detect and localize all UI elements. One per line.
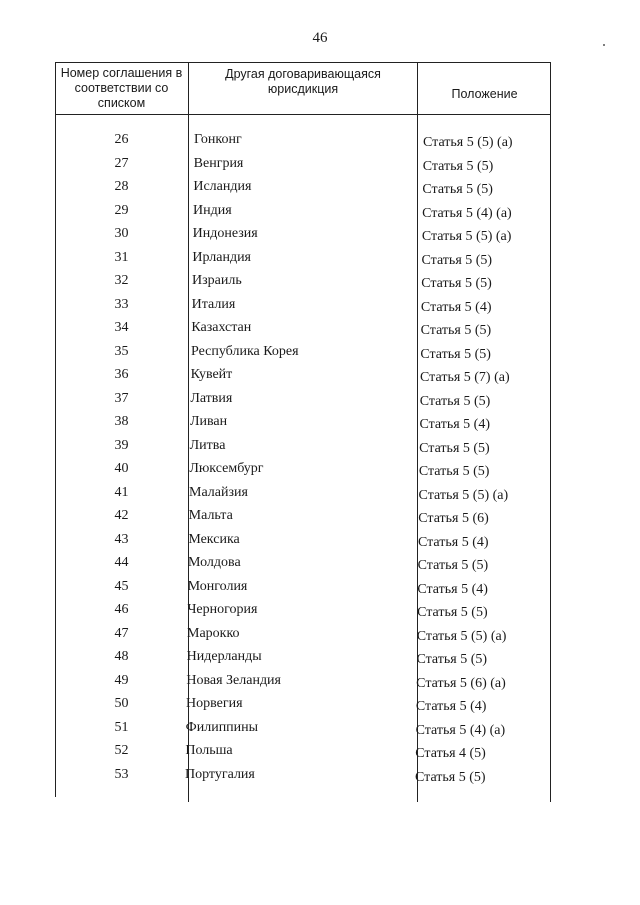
- cell-agreement-number: 53: [114, 766, 129, 782]
- cell-agreement-number: 52: [114, 743, 129, 758]
- cell-provision: Статья 5 (5): [417, 558, 489, 573]
- cell-agreement-number: 29: [114, 202, 129, 218]
- cell-provision: Статья 5 (6) (a): [416, 675, 506, 691]
- cell-jurisdiction: Индонезия: [192, 226, 258, 241]
- header-provision: Положение: [451, 86, 518, 101]
- cell-provision: Статья 5 (4): [419, 417, 490, 432]
- cell-provision: Статья 5 (6): [418, 511, 489, 526]
- cell-provision: Статья 5 (5): [420, 346, 491, 362]
- cell-provision: Статья 5 (5) (a): [416, 628, 507, 644]
- cell-agreement-number: 38: [114, 414, 129, 429]
- table-row: [55, 743, 551, 767]
- table-row: [55, 203, 551, 227]
- table-row: [55, 226, 551, 250]
- cell-agreement-number: 40: [114, 461, 129, 476]
- cell-jurisdiction: Израиль: [192, 273, 242, 288]
- cell-jurisdiction: Мексика: [188, 531, 240, 547]
- table-row: [55, 367, 551, 391]
- table-row: [55, 414, 551, 438]
- table-row: [55, 273, 551, 297]
- table-row: [55, 532, 551, 556]
- table-body: [55, 132, 551, 790]
- cell-jurisdiction: Литва: [189, 437, 226, 453]
- table-row: [55, 320, 551, 344]
- table-row: [55, 673, 551, 697]
- cell-jurisdiction: Исландия: [193, 179, 252, 194]
- cell-provision: Статья 5 (7) (a): [420, 370, 510, 385]
- table-row: [55, 649, 551, 673]
- table-row: [55, 602, 551, 626]
- cell-provision: Статья 5 (5): [421, 276, 492, 291]
- cell-provision: Статья 5 (5) (a): [418, 487, 509, 503]
- cell-agreement-number: 42: [114, 508, 129, 523]
- cell-provision: Статья 5 (4): [415, 699, 487, 714]
- cell-jurisdiction: Новая Зеландия: [186, 672, 281, 688]
- cell-jurisdiction: Кувейт: [190, 367, 233, 382]
- cell-provision: Статья 5 (5): [419, 440, 490, 456]
- cell-agreement-number: 30: [114, 226, 129, 241]
- cell-jurisdiction: Нидерланды: [186, 649, 262, 664]
- cell-provision: Статья 4 (5): [415, 746, 486, 761]
- cell-agreement-number: 32: [114, 273, 129, 288]
- cell-provision: Статья 5 (4): [417, 581, 488, 597]
- table-row: [55, 250, 551, 274]
- table-row: [55, 485, 551, 509]
- cell-jurisdiction: Норвегия: [186, 696, 243, 711]
- cell-jurisdiction: Польша: [185, 743, 233, 758]
- table-row: [55, 156, 551, 180]
- page-number: 46: [312, 30, 328, 46]
- cell-provision: Статья 5 (5) (a): [423, 135, 513, 150]
- table-row: [55, 132, 551, 156]
- cell-provision: Статья 5 (5): [416, 652, 488, 667]
- header-jurisdiction: Другая договаривающаяся юрисдикция: [225, 67, 381, 96]
- scan-speck: [603, 44, 605, 46]
- cell-agreement-number: 35: [114, 343, 129, 359]
- cell-agreement-number: 39: [114, 437, 129, 453]
- cell-provision: Статья 5 (4) (a): [422, 205, 512, 221]
- cell-agreement-number: 33: [114, 296, 129, 312]
- cell-agreement-number: 50: [114, 696, 129, 711]
- table-row: [55, 579, 551, 603]
- cell-jurisdiction: Филиппины: [185, 719, 259, 735]
- cell-provision: Статья 5 (5): [418, 464, 490, 479]
- cell-jurisdiction: Республика Корея: [191, 343, 299, 359]
- cell-agreement-number: 31: [114, 249, 129, 265]
- cell-provision: Статья 5 (5): [421, 252, 493, 268]
- cell-provision: Статья 5 (5) (a): [421, 229, 512, 244]
- cell-agreement-number: 51: [114, 719, 129, 735]
- table-row: [55, 626, 551, 650]
- cell-agreement-number: 36: [114, 367, 129, 382]
- agreements-table: [55, 62, 551, 802]
- cell-agreement-number: 28: [114, 179, 129, 194]
- table-row: [55, 461, 551, 485]
- cell-jurisdiction: Ливан: [190, 414, 228, 429]
- cell-agreement-number: 44: [114, 555, 129, 570]
- cell-agreement-number: 27: [114, 155, 129, 171]
- cell-jurisdiction: Марокко: [187, 625, 240, 641]
- cell-agreement-number: 41: [114, 484, 129, 500]
- cell-jurisdiction: Малайзия: [189, 484, 248, 500]
- cell-provision: Статья 5 (4): [420, 299, 492, 315]
- cell-jurisdiction: Казахстан: [191, 320, 252, 335]
- cell-jurisdiction: Латвия: [190, 390, 233, 406]
- cell-agreement-number: 34: [114, 320, 129, 335]
- table-row: [55, 344, 551, 368]
- table-row: [55, 508, 551, 532]
- cell-agreement-number: 45: [114, 578, 129, 594]
- header-agreement-number: Номер соглашения в соответствии со списком: [60, 65, 183, 110]
- cell-provision: Статья 5 (5): [417, 605, 488, 620]
- table-row: [55, 767, 551, 791]
- table-row: [55, 179, 551, 203]
- cell-jurisdiction: Гонконг: [194, 132, 242, 147]
- cell-agreement-number: 43: [114, 531, 129, 547]
- cell-agreement-number: 48: [114, 649, 129, 664]
- cell-jurisdiction: Индия: [193, 202, 232, 218]
- cell-jurisdiction: Мальта: [188, 508, 233, 523]
- cell-jurisdiction: Люксембург: [189, 461, 264, 476]
- cell-jurisdiction: Молдова: [188, 555, 241, 570]
- cell-jurisdiction: Ирландия: [192, 249, 252, 265]
- cell-agreement-number: 37: [114, 390, 129, 406]
- cell-agreement-number: 47: [114, 625, 129, 641]
- cell-agreement-number: 49: [114, 672, 129, 688]
- cell-provision: Статья 5 (5): [420, 323, 492, 338]
- cell-jurisdiction: Черногория: [187, 602, 258, 617]
- table-row: [55, 720, 551, 744]
- cell-provision: Статья 5 (4) (a): [415, 722, 506, 738]
- cell-provision: Статья 5 (5): [415, 769, 486, 785]
- cell-jurisdiction: Венгрия: [193, 155, 244, 171]
- cell-jurisdiction: Португалия: [185, 766, 255, 782]
- cell-agreement-number: 46: [114, 602, 129, 617]
- table-row: [55, 555, 551, 579]
- table-row: [55, 297, 551, 321]
- cell-agreement-number: 26: [114, 132, 129, 147]
- cell-provision: Статья 5 (5): [422, 158, 494, 174]
- table-row: [55, 438, 551, 462]
- table-row: [55, 696, 551, 720]
- cell-jurisdiction: Монголия: [187, 578, 248, 594]
- cell-provision: Статья 5 (4): [417, 534, 489, 550]
- table-row: [55, 391, 551, 415]
- cell-jurisdiction: Италия: [191, 296, 236, 312]
- cell-provision: Статья 5 (5): [422, 182, 493, 197]
- cell-provision: Статья 5 (5): [419, 393, 491, 409]
